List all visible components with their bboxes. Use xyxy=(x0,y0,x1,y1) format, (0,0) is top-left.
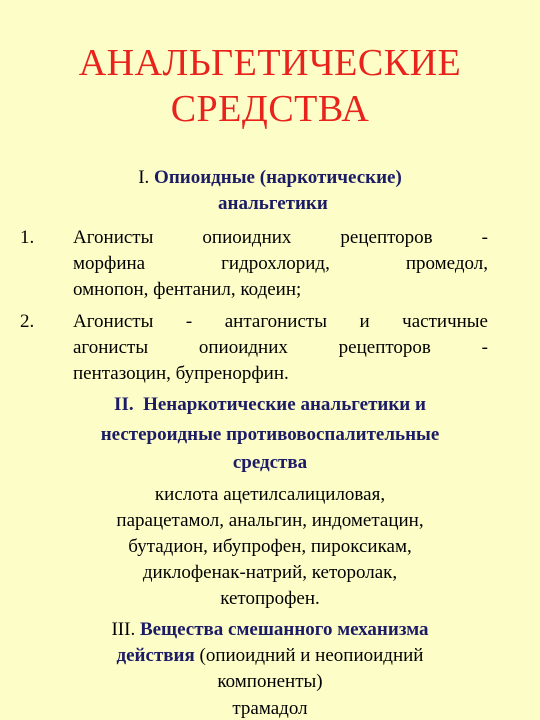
section-2-drugs-line-2: парацетамол, анальгин, индометацин, xyxy=(116,510,424,531)
section-2-heading-line-3: средства xyxy=(232,452,308,473)
section-2-heading-line-1 xyxy=(0,393,540,417)
slide-title xyxy=(0,40,540,132)
section-1-numeral: I. xyxy=(138,167,150,188)
section-3-heading-bold-1: Вещества смешанного механизма xyxy=(139,619,429,640)
section-3-numeral: III. xyxy=(111,619,136,640)
section-3-heading-line-3: компоненты) xyxy=(217,671,323,692)
item-1-line-3: омнопон, фентанил, кодеин; xyxy=(73,279,302,300)
section-3-heading-normal-2: (опиоидний и неопиоидний xyxy=(194,645,424,666)
item-2-number: 2. xyxy=(20,311,35,332)
section-2-heading-text: Ненаркотические анальгетики и xyxy=(143,394,426,415)
section-3-heading-bold-2: действия xyxy=(116,645,195,666)
section-1-heading-line-2: анальгетики xyxy=(218,193,328,214)
section-2-drugs-line-4: диклофенак-натрий, кеторолак, xyxy=(142,562,398,583)
section-1-heading-line-1 xyxy=(0,166,540,190)
item-2-line-2: агонисты опиоидних рецепторов - xyxy=(73,337,488,358)
section-3-drug: трамадол xyxy=(232,698,308,719)
item-1-line-2: морфина гидрохлорид, промедол, xyxy=(73,253,488,274)
section-2-drugs-line-5: кетопрофен. xyxy=(220,588,320,609)
section-2-drugs-line-3: бутадион, ибупрофен, пироксикам, xyxy=(128,536,412,557)
item-1-number: 1. xyxy=(20,227,35,248)
title-line-1: АНАЛЬГЕТИЧЕСКИЕ xyxy=(78,42,462,84)
section-2-heading-line-2: нестероидные противовоспалительные xyxy=(100,424,440,445)
section-1-heading-text: Опиоидные (наркотические) xyxy=(154,167,402,188)
section-3-heading-line-1 xyxy=(0,618,540,642)
title-line-2: СРЕДСТВА xyxy=(170,88,370,130)
item-2-line-3: пентазоцин, бупренорфин. xyxy=(73,363,289,384)
item-2-line-1: Агонисты - антагонисты и частичные xyxy=(73,311,488,332)
section-2-numeral: II. xyxy=(114,394,134,415)
section-2-drugs-line-1: кислота ацетилсалициловая, xyxy=(154,484,386,505)
item-1-line-1: Агонисты опиоидних рецепторов - xyxy=(73,227,488,248)
section-3-heading-line-2 xyxy=(0,644,540,668)
